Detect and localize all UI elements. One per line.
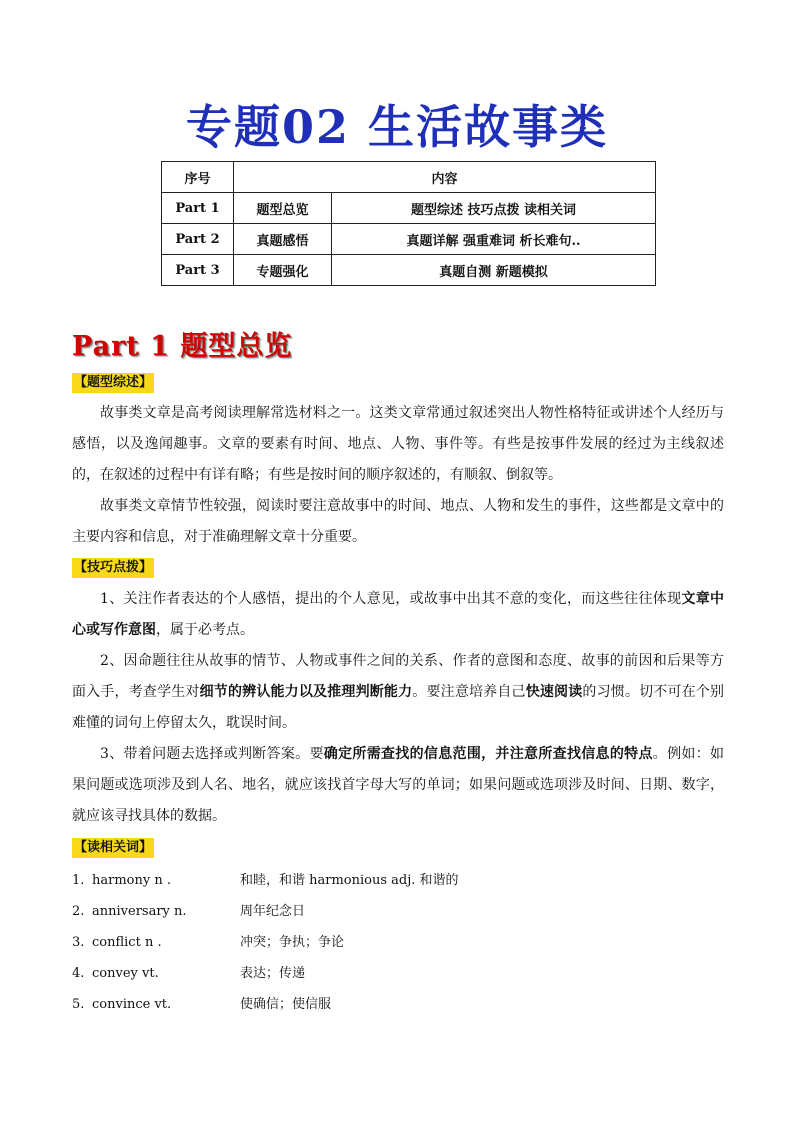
- tip-1-emphasis: 文章中心或写作意图: [72, 591, 724, 638]
- part1-heading: Part 1 题型总览: [72, 331, 293, 362]
- vocab-word: anniversary n.: [92, 904, 187, 919]
- row-content: 题型综述 技巧点拨 读相关词: [332, 193, 656, 224]
- list-item: 5. convince vt. 使确信；使信服: [72, 989, 724, 1020]
- row-part: Part 1: [162, 193, 234, 224]
- row-content: 真题详解 强重难词 析长难句..: [332, 224, 656, 255]
- vocab-word: convey vt.: [92, 966, 159, 981]
- tip-2-emphasis-2: 快速阅读: [525, 684, 583, 700]
- tip-3: 3、带着问题去选择或判断答案。要确定所需查找的信息范围，并注意所查找信息的特点。例如：如果问题或选项涉及到人名、地名，就应该找首字母大写的单词；如果问题或选项涉及时间、日期、数字，就应该寻找具体的数据。: [72, 746, 724, 824]
- contents-table: [161, 161, 656, 286]
- header-content: 内容: [234, 162, 656, 193]
- vocab-list: [72, 865, 724, 1020]
- overview-paragraph-2: 故事类文章情节性较强，阅读时要注意故事中的时间、地点、人物和发生的事件，这些都是文章中的主要内容和信息，对于准确理解文章十分重要。: [72, 498, 724, 545]
- table-row: [162, 193, 656, 224]
- list-item: 3. conflict n . 冲突；争执；争论: [72, 927, 724, 958]
- vocab-word: harmony n .: [92, 873, 171, 888]
- row-name: 题型总览: [234, 193, 332, 224]
- row-part: Part 2: [162, 224, 234, 255]
- vocab-meaning: 表达；传递: [240, 966, 306, 981]
- overview-tag: 【题型综述】: [72, 373, 154, 393]
- list-item: 1. harmony n . 和睦，和谐 harmonious adj. 和谐的: [72, 865, 724, 896]
- header-num: 序号: [162, 162, 234, 193]
- tip-1: 1、关注作者表达的个人感悟，提出的个人意见，或故事中出其不意的变化，而这些往往体现文章中心或写作意图，属于必考点。: [72, 591, 724, 638]
- document-title: 专题02 生活故事类: [185, 100, 609, 154]
- tip-2-emphasis: 细节的辨认能力以及推理判断能力: [199, 684, 413, 700]
- tip-2: 2、因命题往往从故事的情节、人物或事件之间的关系、作者的意图和态度、故事的前因和后果等方面入手，考查学生对细节的辨认能力以及推理判断能力。要注意培养自己快速阅读的习惯。切不可在个别难懂的词句上停留太久，耽误时间。: [72, 653, 725, 731]
- vocab-tag: 【读相关词】: [72, 838, 154, 858]
- list-item: 4. convey vt. 表达；传递: [72, 958, 724, 989]
- tips-tag: 【技巧点拨】: [72, 558, 154, 578]
- row-name: 真题感悟: [234, 224, 332, 255]
- list-item: 2. anniversary n. 周年纪念日: [72, 896, 724, 927]
- vocab-meaning: 使确信；使信服: [240, 997, 332, 1012]
- row-content: 真题自测 新题模拟: [332, 255, 656, 286]
- vocab-word: convince vt.: [92, 997, 172, 1012]
- overview-paragraph-1: 故事类文章是高考阅读理解常选材料之一。这类文章常通过叙述突出人物性格特征或讲述个人经历与感悟，以及逸闻趣事。文章的要素有时间、地点、人物、事件等。有些是按事件发展的经过为主线叙述的，在叙述的过程中有详有略；有些是按时间的顺序叙述的，有顺叙、倒叙等。: [72, 405, 724, 483]
- table-row: [162, 255, 656, 286]
- vocab-meaning: 冲突；争执；争论: [240, 935, 345, 950]
- vocab-meaning: 和睦，和谐 harmonious adj. 和谐的: [240, 873, 459, 888]
- table-header-row: [162, 162, 656, 193]
- table-row: [162, 224, 656, 255]
- row-name: 专题强化: [234, 255, 332, 286]
- vocab-meaning: 周年纪念日: [240, 904, 306, 919]
- tip-3-emphasis: 确定所需查找的信息范围，并注意所查找信息的特点: [323, 746, 653, 762]
- vocab-word: conflict n .: [92, 935, 162, 950]
- row-part: Part 3: [162, 255, 234, 286]
